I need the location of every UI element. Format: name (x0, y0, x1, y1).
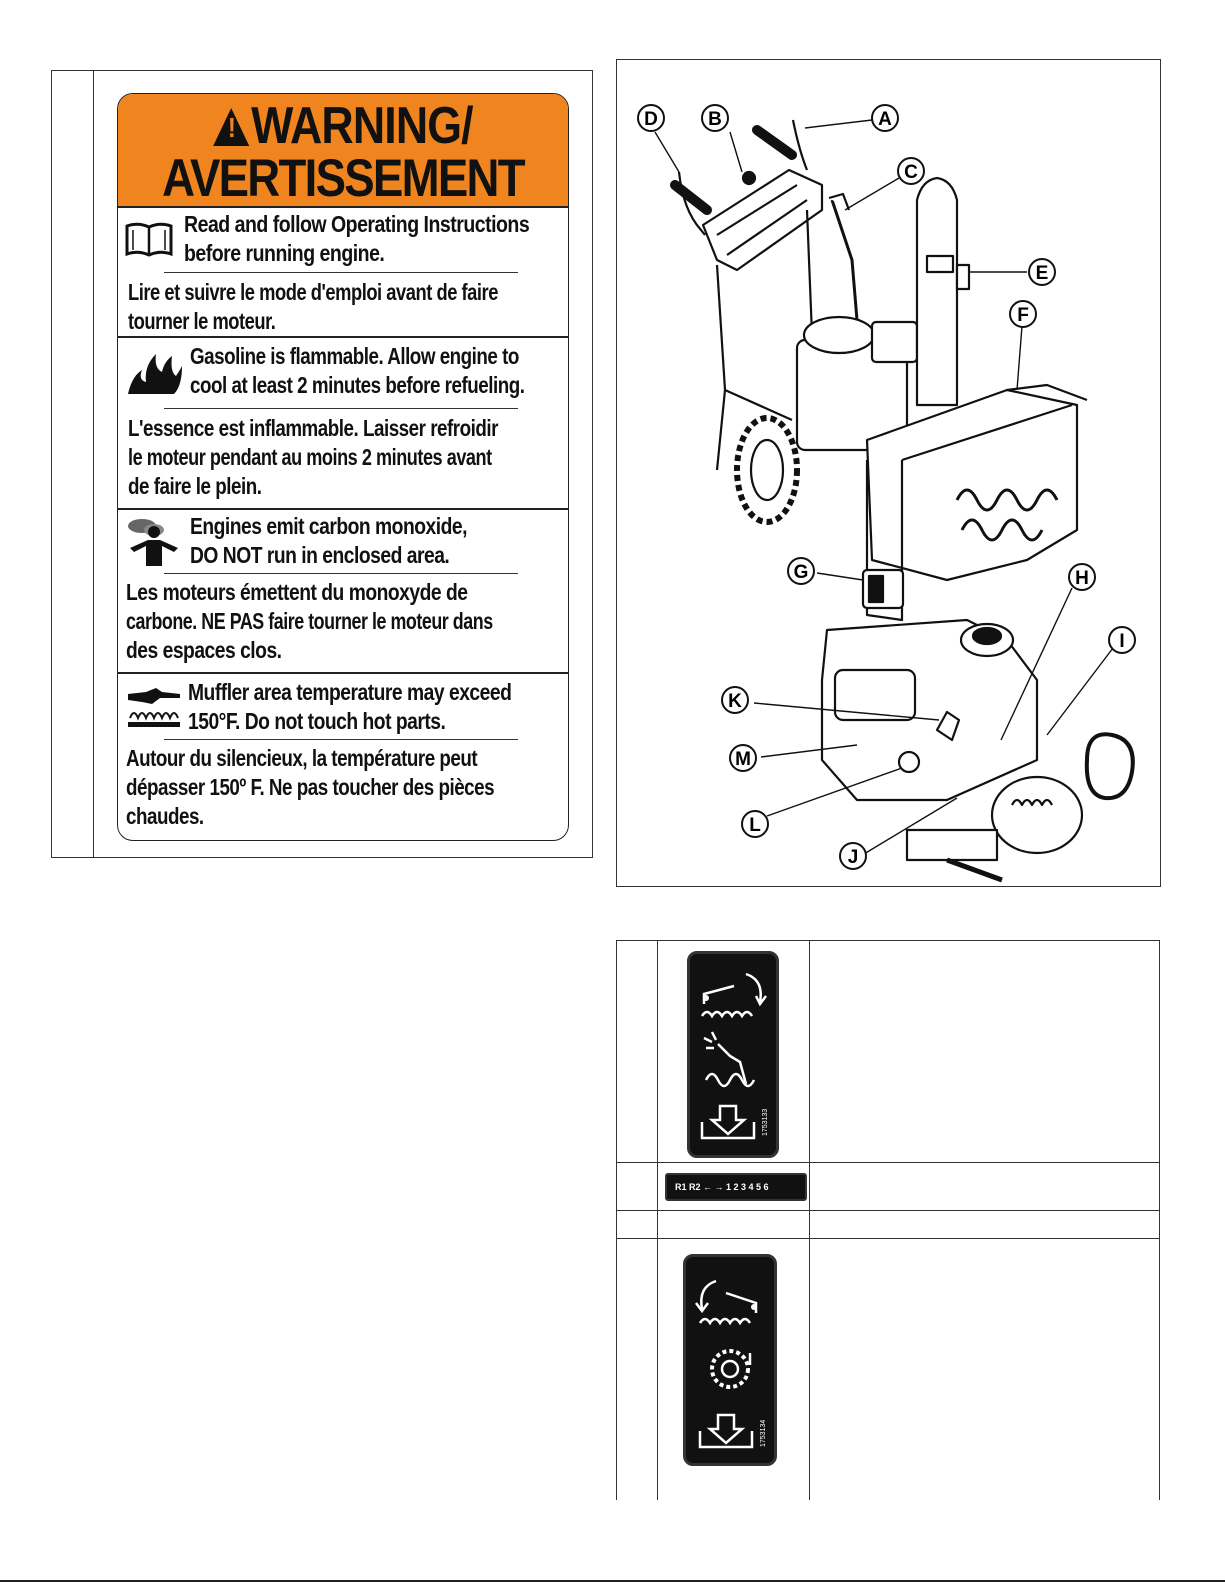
co-fr-line3: des espaces clos. (126, 637, 282, 663)
callout-k (722, 687, 748, 713)
warning-title: WARNING/ (251, 97, 473, 155)
callout-b (702, 105, 728, 131)
gasoline-fr-line3: de faire le plein. (128, 473, 262, 499)
warning-triangle-icon (213, 108, 249, 146)
warning-section-carbon-monoxide (118, 510, 568, 674)
control-decals-table (616, 940, 1160, 1500)
callout-h (1069, 564, 1095, 590)
callout-g-label: G (793, 562, 809, 583)
gasoline-en-line1: Gasoline is flammable. Allow engine to (190, 343, 519, 369)
co-fr-line2: carbone. NE PAS faire tourner le moteur dans (126, 608, 493, 634)
warning-section-gasoline (118, 338, 568, 510)
divider (164, 272, 518, 273)
muffler-fr-line3: chaudes. (126, 803, 204, 829)
divider (164, 408, 518, 409)
co-en-line1: Engines emit carbon monoxide, (190, 513, 467, 539)
callout-h-label: H (1075, 568, 1089, 589)
speed-selector-strip-text: R1 R2 ← → 1 2 3 4 5 6 (675, 1182, 769, 1192)
manual-en-line1: Read and follow Operating Instructions (184, 211, 530, 237)
manual-en-line2: before running engine. (184, 240, 385, 266)
callout-l (742, 811, 768, 837)
callout-l-label: L (749, 815, 761, 836)
row-divider (617, 1162, 1159, 1163)
row-divider (617, 1238, 1159, 1239)
warning-header (118, 94, 568, 208)
warning-section-hot-muffler (118, 674, 568, 838)
divider (164, 739, 518, 740)
manual-fr-line2: tourner le moteur. (128, 308, 276, 334)
decal-serial-number: 1753134 (760, 1419, 767, 1447)
callout-f-label: F (1017, 305, 1029, 326)
hot-surface-hand-icon (126, 682, 182, 730)
snowblower-component-diagram (616, 59, 1161, 887)
auger-control-decal-icon (687, 951, 779, 1158)
warning-title-french: AVERTISSEMENT (162, 149, 524, 208)
warning-decal-table (51, 70, 593, 858)
muffler-fr-line1: Autour du silencieux, la température peut (126, 745, 478, 771)
muffler-fr-line2: dépasser 150º F. Ne pas toucher des pièces (126, 774, 495, 800)
gasoline-fr-line1: L'essence est inflammable. Laisser refroidir (128, 415, 498, 441)
column-divider (657, 941, 658, 1500)
warning-section-manual (118, 208, 568, 338)
manual-fr-line1: Lire et suivre le mode d'emploi avant de faire (128, 279, 498, 305)
callout-d-label: D (644, 109, 658, 130)
flame-icon (126, 346, 184, 396)
snowblower-illustration (617, 60, 1160, 886)
right-handle-grip (757, 130, 792, 155)
column-divider (809, 941, 810, 1500)
manual-book-icon (124, 220, 174, 258)
callout-c (898, 158, 924, 184)
page-bottom-rule (0, 1580, 1225, 1582)
callout-e-label: E (1035, 263, 1049, 284)
callout-j (840, 843, 866, 869)
callout-m (730, 745, 756, 771)
callout-g (788, 558, 814, 584)
callout-j-label: J (847, 847, 859, 868)
muffler-en-line2: 150°F. Do not touch hot parts. (188, 708, 446, 734)
callout-b-label: B (708, 109, 722, 130)
callout-d (638, 105, 664, 131)
callout-i (1109, 627, 1135, 653)
callout-k-label: K (728, 691, 742, 712)
row-divider (617, 1210, 1159, 1211)
callout-f (1010, 301, 1036, 327)
callout-e (1029, 259, 1055, 285)
drive-control-decal-icon (683, 1254, 777, 1466)
callout-a-label: A (878, 109, 892, 130)
callout-m-label: M (735, 749, 751, 770)
co-en-line2: DO NOT run in enclosed area. (190, 542, 450, 568)
callout-i-label: I (1119, 631, 1125, 652)
muffler-en-line1: Muffler area temperature may exceed (188, 679, 512, 705)
divider (164, 573, 518, 574)
warning-decal (117, 93, 569, 841)
co-fr-line1: Les moteurs émettent du monoxyde de (126, 579, 468, 605)
speed-selector-decal-icon (665, 1173, 807, 1201)
decal-serial-number: 1753133 (762, 1108, 769, 1136)
left-handle-grip (675, 185, 707, 210)
gasoline-en-line2: cool at least 2 minutes before refueling. (190, 372, 525, 398)
carbon-monoxide-icon (124, 516, 180, 568)
callout-c-label: C (904, 162, 918, 183)
item-number-column (52, 71, 94, 857)
gasoline-fr-line2: le moteur pendant au moins 2 minutes avant (128, 444, 492, 470)
callout-a (872, 105, 898, 131)
